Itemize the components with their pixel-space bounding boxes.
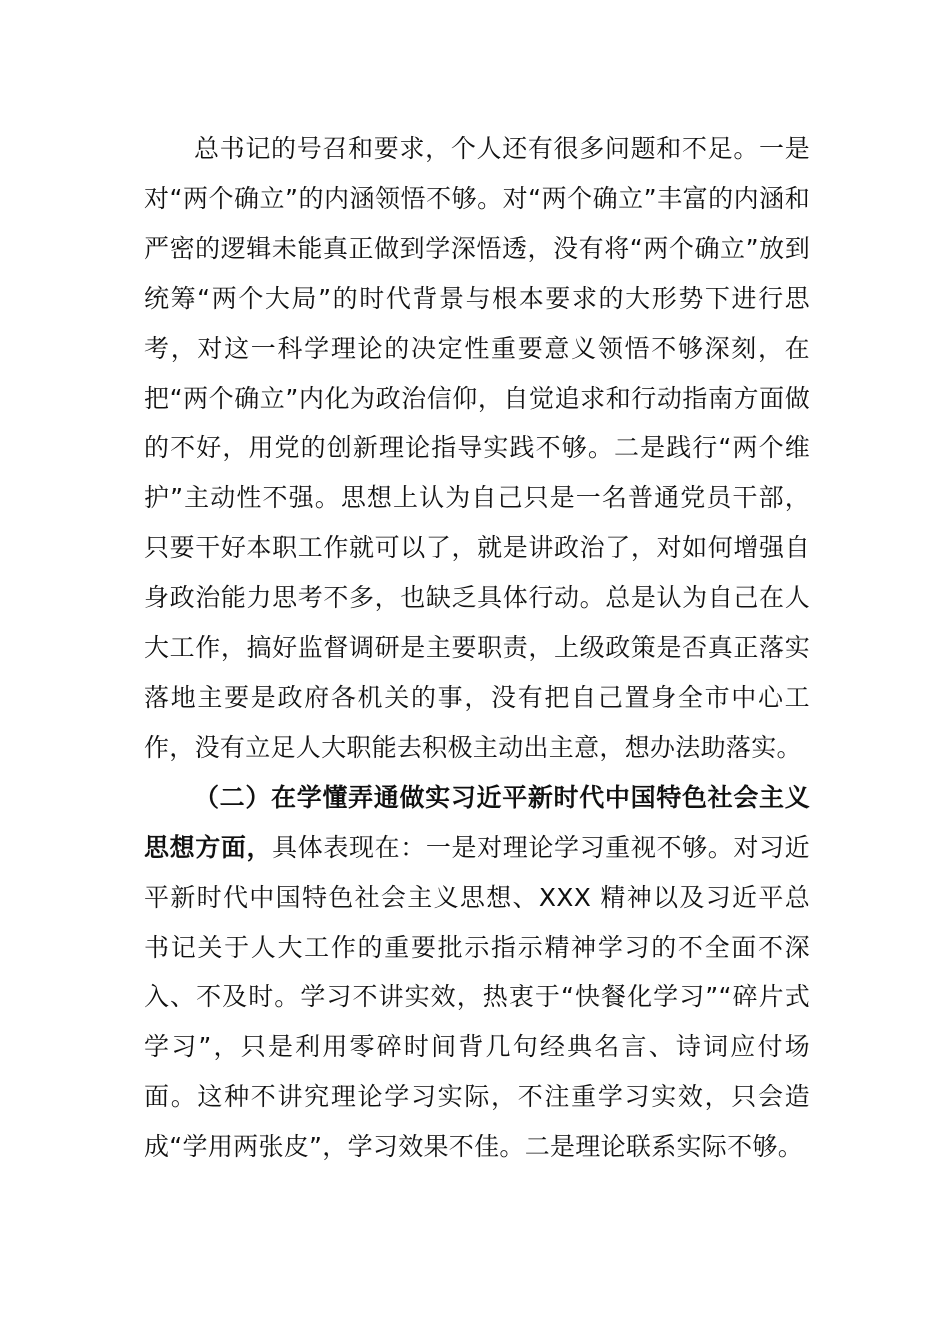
section-heading: （二）在学懂弄通做实习近平新时代中国特色社会主义思想方面，: [144, 782, 810, 862]
paragraph-2: [144, 773, 810, 1172]
paragraph-2-text: 具体表现在：一是对理论学习重视不够。对习近平新时代中国特色社会主义思想、XXX 精神以及习近平总书记关于人大工作的重要批示指示精神学习的不全面不深入、不及时。学习不讲实效，热衷于“快餐化学习”“碎片式学习”，只是利用零碎时间背几句经典名言、诗词应付场面。这种不讲究理论学习实际，不注重学习实效，只会造成“学用两张皮”，学习效果不佳。二是理论联系实际不够。: [144, 832, 810, 1162]
paragraph-1-text: 总书记的号召和要求，个人还有很多问题和不足。一是对“两个确立”的内涵领悟不够。对“两个确立”丰富的内涵和严密的逻辑未能真正做到学深悟透，没有将“两个确立”放到统筹“两个大局”的时代背景与根本要求的大形势下进行思考，对这一科学理论的决定性重要意义领悟不够深刻，在把“两个确立”内化为政治信仰，自觉追求和行动指南方面做的不好，用党的创新理论指导实践不够。二是践行“两个维护”主动性不强。思想上认为自己只是一名普通党员干部，只要干好本职工作就可以了，就是讲政治了，对如何增强自身政治能力思考不多，也缺乏具体行动。总是认为自己在人大工作，搞好监督调研是主要职责，上级政策是否真正落实落地主要是政府各机关的事，没有把自己置身全市中心工作，没有立足人大职能去积极主动出主意，想办法助落实。: [144, 134, 810, 762]
document-body: [144, 124, 810, 1172]
paragraph-1: [144, 124, 810, 773]
